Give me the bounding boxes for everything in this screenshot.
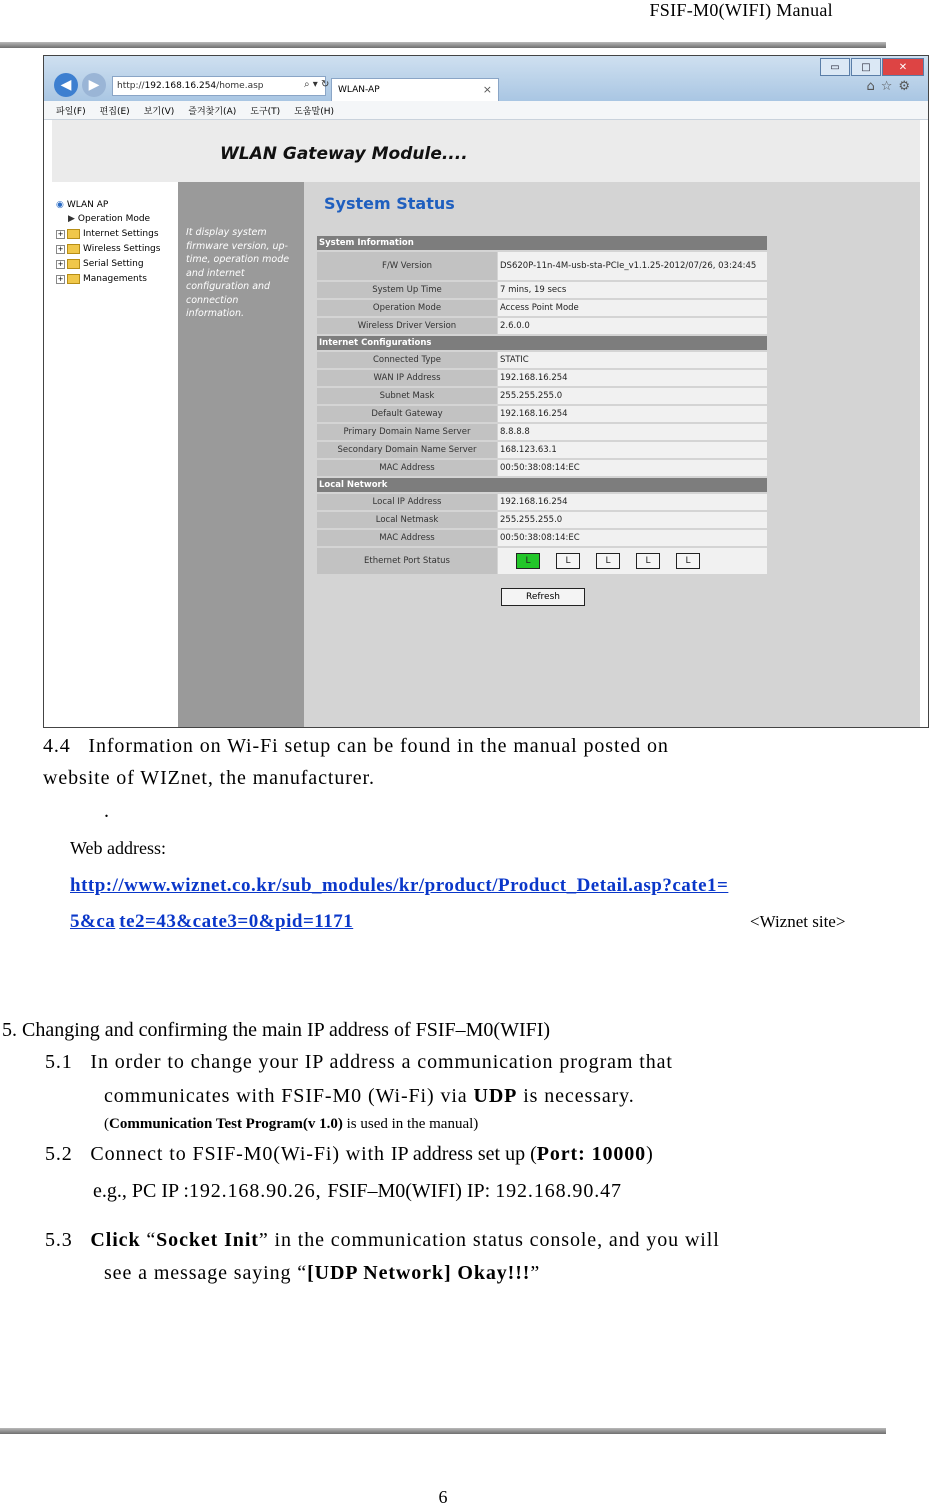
table-row: Primary Domain Name Server 8.8.8.8 (317, 424, 767, 440)
port-indicator: L (556, 553, 580, 569)
close-icon[interactable]: ✕ (882, 58, 924, 76)
table-row: Operation Mode Access Point Mode (317, 300, 767, 316)
table-row: MAC Address 00:50:38:08:14:EC (317, 530, 767, 546)
section-5-2: 5.2 Connect to FSIF-M0(Wi-Fi) with IP address set up (Port: 10000) (45, 1143, 654, 1165)
port-indicator: L (516, 553, 540, 569)
section-5-3: 5.3 Click “Socket Init” in the communication status console, and you will (45, 1229, 720, 1251)
folder-icon (67, 229, 80, 239)
status-content (304, 182, 920, 727)
address-tools-icons[interactable]: ⌕ ▾ ↻ (304, 79, 330, 90)
section-title: Internet Configurations (317, 336, 767, 350)
menu-item-view[interactable]: 보기(V) (143, 106, 175, 117)
section-5-title: 5. Changing and confirming the main IP address of FSIF–M0(WIFI) (2, 1019, 551, 1041)
banner-title: WLAN Gateway Module.... (220, 144, 468, 164)
table-row: Connected Type STATIC (317, 352, 767, 368)
globe-icon: ◉ (56, 200, 64, 210)
address-bar[interactable] (112, 76, 326, 96)
refresh-button[interactable]: Refresh (501, 588, 585, 606)
window-controls (819, 58, 924, 76)
section-5-1 (45, 1051, 673, 1074)
maximize-icon[interactable]: □ (851, 58, 881, 76)
table-row: Local Netmask 255.255.255.0 (317, 512, 767, 528)
folder-icon (67, 244, 80, 254)
back-arrow-icon[interactable]: ◀ (54, 73, 78, 97)
sidebar-description: It display system firmware version, up-time, operation mode and internet configuration and connection information. (186, 227, 290, 319)
section-5-2-example: e.g., PC IP :192.168.90.26, FSIF–M0(WIFI) IP: 192.168.90.47 (93, 1180, 622, 1202)
address-host: 192.168.16.254 (144, 81, 217, 91)
menu-item-help[interactable]: 도움말(H) (294, 106, 335, 117)
section-text: Information on Wi-Fi setup can be found in the manual posted on (88, 735, 669, 757)
tree-item-serial-setting[interactable]: + Serial Setting (57, 259, 144, 269)
address-path: /home.asp (216, 81, 264, 91)
port-indicator: L (636, 553, 660, 569)
expand-icon[interactable]: + (57, 274, 64, 283)
expand-icon[interactable]: + (57, 244, 64, 253)
menu-bar (44, 101, 928, 120)
table-row: Wireless Driver Version 2.6.0.0 (317, 318, 767, 334)
tree-item-operation-mode[interactable]: ▶ Operation Mode (68, 214, 151, 224)
browser-tab[interactable] (331, 78, 499, 101)
web-address-label: Web address: (70, 838, 167, 858)
minimize-icon[interactable]: ▭ (820, 58, 850, 76)
wiznet-site-caption: <Wiznet site> (750, 912, 846, 931)
port-indicator: L (596, 553, 620, 569)
ethernet-port-status (498, 548, 767, 574)
dot: . (104, 800, 109, 822)
port-indicator: L (676, 553, 700, 569)
tree-item-managements[interactable]: + Managements (57, 274, 147, 284)
info-sidebar (178, 182, 304, 727)
tree-item-wireless-settings[interactable]: + Wireless Settings (57, 244, 161, 254)
tree-item-internet-settings[interactable]: + Internet Settings (57, 229, 159, 239)
page-header-title: FSIF-M0(WIFI) Manual (649, 0, 833, 20)
header-rule (0, 42, 886, 48)
expand-icon[interactable]: + (57, 229, 64, 238)
section-title: System Information (317, 236, 767, 250)
menu-item-file[interactable]: 파일(F) (56, 106, 86, 117)
table-row: Subnet Mask 255.255.255.0 (317, 388, 767, 404)
tab-title: WLAN-AP (338, 85, 380, 95)
ethernet-port-row (317, 548, 767, 574)
section-title: Local Network (317, 478, 767, 492)
page-banner (52, 120, 920, 182)
nav-tree (52, 182, 178, 727)
browser-screenshot (43, 55, 929, 728)
table-row: F/W Version DS620P-11n-4M-usb-sta-PCIe_v1.1.25-2012/07/26, 03:24:45 (317, 252, 767, 280)
section-number: 4.4 (43, 735, 71, 757)
table-row: Secondary Domain Name Server 168.123.63.1 (317, 442, 767, 458)
section-5-1-line2: communicates with FSIF-M0 (Wi-Fi) via UDP is necessary. (104, 1085, 635, 1107)
folder-icon (67, 259, 80, 269)
wiznet-url-link-2[interactable]: 5&ca te2=43&cate3=0&pid=1171 (70, 911, 354, 932)
folder-icon (67, 274, 80, 284)
arrow-right-icon: ▶ (68, 214, 75, 224)
browser-titlebar (44, 56, 928, 101)
section-5-1-note: (Communication Test Program(v 1.0) is used in the manual) (104, 1116, 479, 1132)
table-row: WAN IP Address 192.168.16.254 (317, 370, 767, 386)
section-text: In order to change your IP address a communication program that (90, 1051, 673, 1073)
section-header (317, 336, 767, 350)
page-number: 6 (438, 1487, 448, 1507)
section-4-4-line2: website of WIZnet, the manufacturer. (43, 767, 375, 789)
menu-item-favorites[interactable]: 즐겨찾기(A) (188, 106, 237, 117)
table-row: Local IP Address 192.168.16.254 (317, 494, 767, 510)
menu-item-tools[interactable]: 도구(T) (250, 106, 281, 117)
table-row: MAC Address 00:50:38:08:14:EC (317, 460, 767, 476)
section-number: 5.3 (45, 1229, 73, 1251)
status-table (316, 234, 768, 576)
table-row: Default Gateway 192.168.16.254 (317, 406, 767, 422)
toolbar-icons[interactable]: ⌂☆⚙ (866, 79, 916, 94)
forward-arrow-icon[interactable]: ▶ (82, 73, 106, 97)
tab-close-icon[interactable]: × (482, 83, 492, 96)
address-prefix: http:// (117, 81, 145, 91)
wiznet-url-link[interactable]: http://www.wiznet.co.kr/sub_modules/kr/product/Product_Detail.asp?cate1= (70, 875, 729, 896)
section-4-4 (43, 735, 669, 758)
footer-rule (0, 1428, 886, 1434)
menu-item-edit[interactable]: 편집(E) (99, 106, 130, 117)
section-header (317, 236, 767, 250)
section-number: 5.2 (45, 1143, 73, 1165)
tree-root[interactable]: ◉ WLAN AP (56, 200, 109, 210)
expand-icon[interactable]: + (57, 259, 64, 268)
status-title: System Status (324, 194, 455, 213)
section-number: 5.1 (45, 1051, 73, 1073)
ethernet-port-label: Ethernet Port Status (317, 548, 497, 574)
section-5-3-line2: see a message saying “[UDP Network] Okay!!!” (104, 1262, 541, 1284)
section-header (317, 478, 767, 492)
table-row: System Up Time 7 mins, 19 secs (317, 282, 767, 298)
